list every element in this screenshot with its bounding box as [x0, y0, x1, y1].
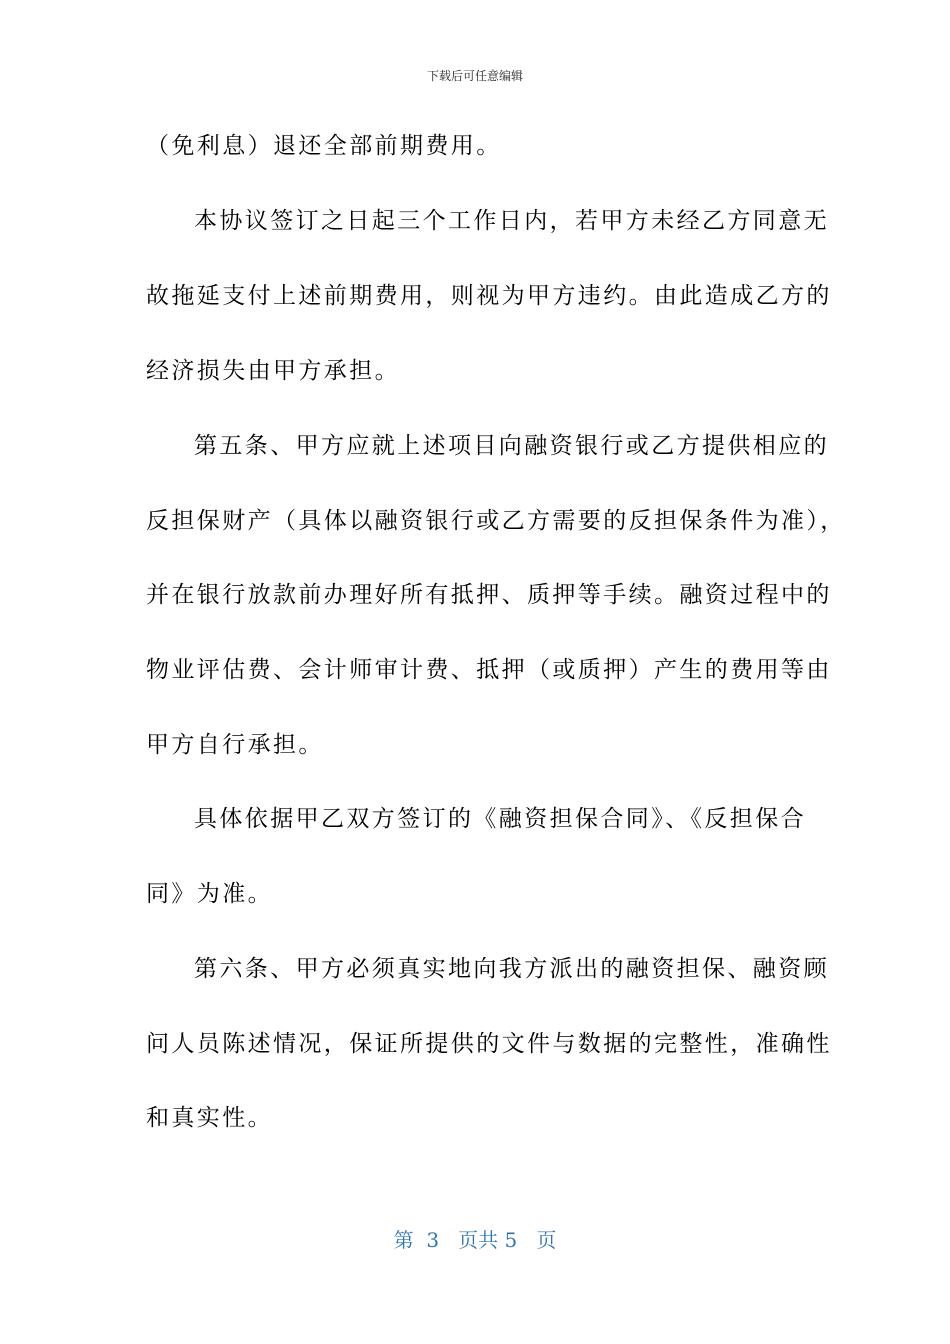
text-line: 具体依据甲乙双方签订的《融资担保合同》、《反担保合 [194, 806, 806, 832]
text-line: （免利息）退还全部前期费用。 [146, 133, 502, 159]
text-line: 甲方自行承担。 [146, 732, 324, 758]
text-line: 故拖延支付上述前期费用，则视为甲方违约。由此造成乙方的 [146, 283, 832, 309]
text-line: 第五条、甲方应就上述项目向融资银行或乙方提供相应的 [194, 433, 829, 459]
footer-prefix: 第 [393, 1228, 414, 1252]
current-page-number: 3 [426, 1228, 440, 1252]
page-footer [0, 1227, 950, 1253]
footer-middle: 页共 [458, 1228, 499, 1252]
page-header: 下载后可任意编辑 [426, 69, 523, 83]
text-line: 同》为准。 [146, 881, 273, 907]
total-pages-number: 5 [504, 1228, 518, 1252]
text-line: 物业评估费、会计师审计费、抵押（或质押）产生的费用等由 [146, 657, 832, 683]
footer-suffix: 页 [536, 1228, 557, 1252]
text-line: 经济损失由甲方承担。 [146, 358, 400, 384]
text-line: 并在银行放款前办理好所有抵押、质押等手续。融资过程中的 [146, 582, 832, 608]
text-line: 本协议签订之日起三个工作日内，若甲方未经乙方同意无 [194, 208, 829, 234]
text-line: 问人员陈述情况，保证所提供的文件与数据的完整性，准确性 [146, 1031, 832, 1057]
text-line: 反担保财产（具体以融资银行或乙方需要的反担保条件为准）， [146, 508, 846, 534]
text-line: 第六条、甲方必须真实地向我方派出的融资担保、融资顾 [194, 956, 829, 982]
text-line: 和真实性。 [146, 1105, 273, 1131]
